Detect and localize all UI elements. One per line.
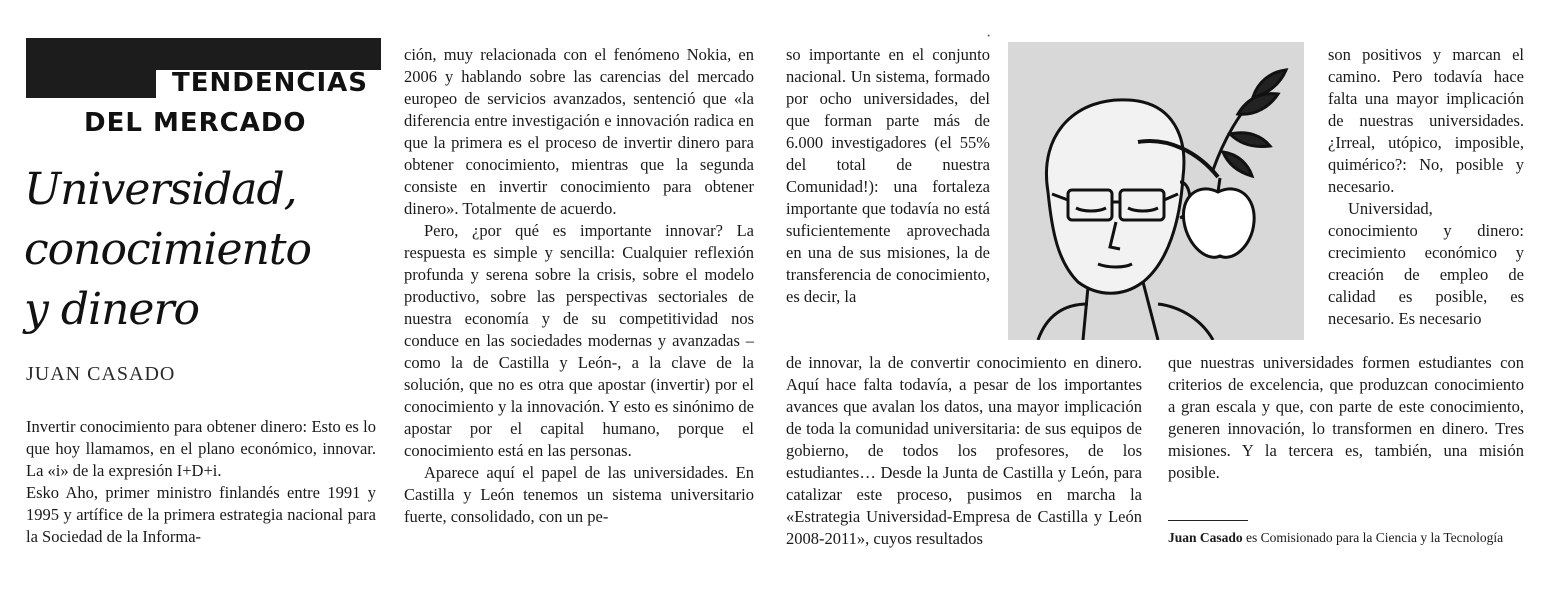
paragraph: son positivos y marcan el camino. Pero todavía hace falta una mayor implicación de nuestras universidades. ¿Irreal, utópico, imposible, quimérico?: No, posible y necesario. [1328, 45, 1524, 196]
margin-mark: · [986, 28, 992, 45]
headline-line-3: y dinero [24, 284, 199, 335]
byline: JUAN CASADO [26, 363, 176, 385]
headline-line-2: conocimiento [24, 224, 312, 275]
section-title-line2: DEL MERCADO [84, 108, 307, 138]
paragraph: Pero, ¿por qué es importante innovar? La respuesta es simple y sencilla: Cualquier reflexión profunda y serena sobre la crisis, sobre el modelo productivo, sobre las perspectivas sectoriales de nuestra economía y de su competitividad nos conduce en las sociedades modernas y avanzadas –como la de Castilla y León-, a la clave de la solución, que no es otra que apostar (invertir) por el conocimiento y la innovación. Y esto es sinónimo de apostar por el capital humano, porque el conocimiento está en las personas. [404, 221, 754, 460]
head-with-apple-illustration [1008, 42, 1304, 340]
column-3-bottom [786, 352, 1142, 550]
column-4-bottom [1168, 352, 1524, 484]
section-title-line1: TENDENCIAS [172, 68, 368, 98]
paragraph: que nuestras universidades formen estudiantes con criterios de excelencia, que produzcan conocimiento a gran escala y que, con parte de este conocimiento, generen innovación, lo transformen en dinero. Tres misiones. Y la tercera es, también, una misión posible. [1168, 353, 1524, 482]
paragraph: Aparece aquí el papel de las universidades. En Castilla y León tenemos un sistema universitario fuerte, consolidado, con un pe- [404, 463, 754, 526]
author-note-name: Juan Casado [1168, 530, 1243, 545]
paragraph: de innovar, la de convertir conocimiento en dinero. Aquí hace falta todavía, a pesar de los importantes avances que avalan los datos, una mayor implicación de toda la comunidad universitaria: de sus equipos de gobierno, de todos los profesores, de los estudiantes… Desde la Junta de Castilla y León, para catalizar este proceso, pusimos en marcha la «Estrategia Universidad-Empresa de Castilla y León 2008-2011», cuyos resultados [786, 353, 1142, 548]
author-note-text: es Comisionado para la Ciencia y la Tecnología [1242, 530, 1504, 545]
author-note [1168, 528, 1538, 548]
column-3-top [786, 44, 990, 308]
paragraph: Esko Aho, primer ministro finlandés entre 1991 y 1995 y artífice de la primera estrategia nacional para la Sociedad de la Informa- [26, 483, 376, 546]
paragraph: ción, muy relacionada con el fenómeno Nokia, en 2006 y hablando sobre las carencias del mercado europeo de servicios avanzados, sentenció que «la diferencia entre investigación e innovación radica en que la primera es el proceso de invertir dinero para obtener conocimiento, mientras que la segunda consiste en invertir conocimiento para obtener dinero». Totalmente de acuerdo. [404, 45, 754, 218]
author-note-rule [1168, 520, 1248, 521]
column-1 [26, 416, 376, 548]
column-2 [404, 44, 754, 528]
headline-line-1: Universidad, [24, 164, 297, 215]
article-headline [24, 160, 384, 340]
paragraph: Invertir conocimiento para obtener dinero: Esto es lo que hoy llamamos, en el plano económico, innovar. La «i» de la expresión I+D+i. [26, 417, 376, 480]
illustration [1008, 42, 1304, 340]
paragraph: Universidad, conocimiento y dinero: crecimiento económico y creación de empleo de calidad es posible, es necesario. Es necesario [1328, 199, 1524, 328]
paragraph: so importante en el conjunto nacional. Un sistema, formado por ocho universidades, del que forman parte más de 6.000 investigadores (el 55% del total de nuestra Comunidad!): una fortaleza importante que todavía no está suficientemente aprovechada en una de sus misiones, la de transferencia de conocimiento, es decir, la [786, 45, 990, 306]
column-4-top [1328, 44, 1524, 330]
